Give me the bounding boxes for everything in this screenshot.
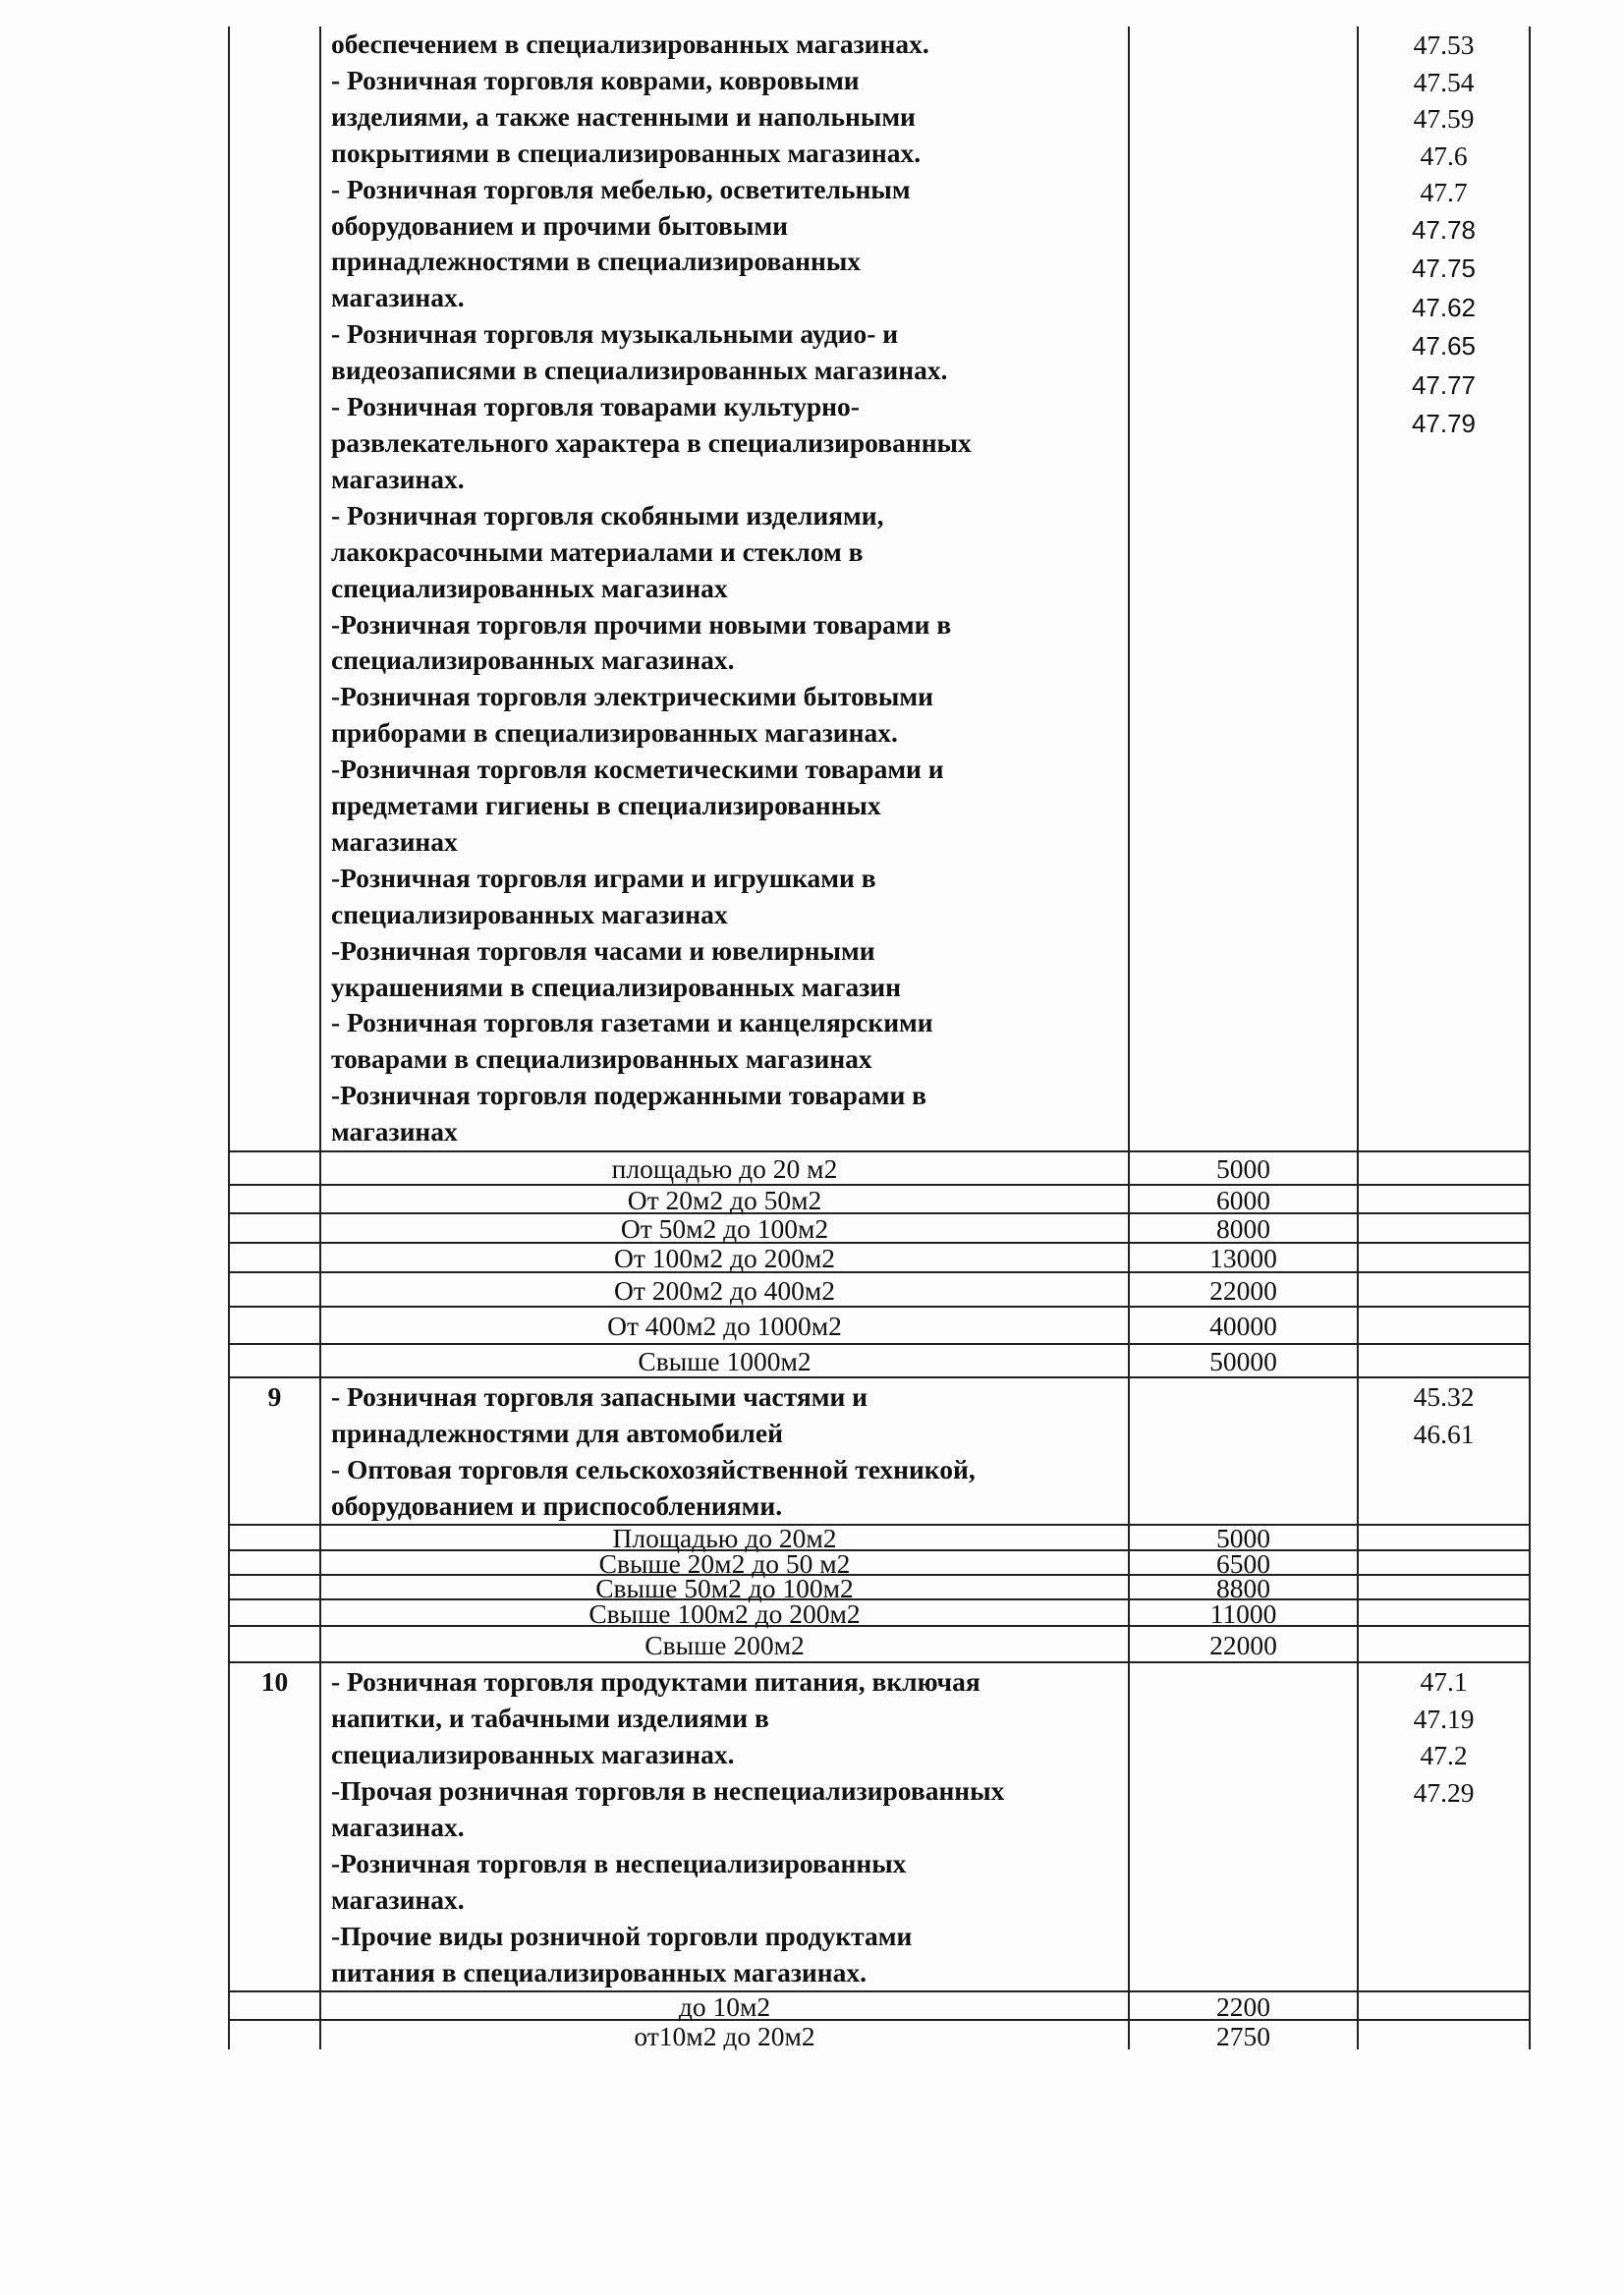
- area-range-cell: Свыше 1000м2: [320, 1344, 1129, 1377]
- row-number-cell: [229, 1185, 320, 1213]
- price-row: [229, 1599, 1530, 1626]
- price-cell: 8800: [1129, 1575, 1358, 1599]
- row-number-cell: [229, 1575, 320, 1599]
- activity-codes-cell: [1358, 1550, 1530, 1575]
- activity-description-line: магазинах: [331, 825, 458, 857]
- price-cell: 11000: [1129, 1599, 1358, 1626]
- activity-description-line: - Розничная торговля мебелью, осветительным: [331, 173, 911, 204]
- row-number-cell: [229, 1151, 320, 1185]
- activity-description-line: -Розничная торговля прочими новыми товарами в: [331, 608, 952, 640]
- row-number-cell: [229, 1599, 320, 1626]
- activity-code: 47.65: [1411, 331, 1477, 361]
- activity-codes-cell: [1358, 1662, 1530, 1991]
- activity-description-line: изделиями, а также настенными и напольными: [331, 100, 916, 132]
- price-row: [229, 1213, 1530, 1243]
- activity-code: 47.7: [1420, 177, 1468, 207]
- activity-code: 47.62: [1411, 292, 1477, 322]
- activity-code: 47.53: [1413, 29, 1475, 60]
- activity-description-line: принадлежностями в специализированных: [331, 246, 862, 277]
- activity-codes-cell: [1358, 1599, 1530, 1626]
- price-row: [229, 1550, 1530, 1575]
- activity-codes-cell: [1358, 1344, 1530, 1377]
- activity-description-line: оборудованием и приспособлениями.: [331, 1490, 783, 1522]
- tariff-table-body: [229, 27, 1530, 2052]
- area-range-cell: От 200м2 до 400м2: [320, 1272, 1129, 1307]
- activity-description-line: оборудованием и прочими бытовыми: [331, 209, 788, 241]
- row-number-cell: [229, 1307, 320, 1344]
- activity-codes-cell: [1358, 1213, 1530, 1243]
- activity-description-line: -Розничная торговля часами и ювелирными: [331, 934, 875, 966]
- activity-code: 47.6: [1420, 140, 1468, 171]
- activity-description-line: специализированных магазинах: [331, 898, 728, 929]
- row-number-cell: [229, 1991, 320, 2020]
- activity-codes-cell: [1358, 1243, 1530, 1272]
- activity-code: 47.54: [1413, 66, 1475, 97]
- activity-description-line: магазинах.: [331, 1884, 465, 1916]
- activity-code: 47.59: [1413, 103, 1475, 134]
- row-number-cell: [229, 1626, 320, 1662]
- area-range-cell: площадью до 20 м2: [320, 1151, 1129, 1185]
- activity-description-line: питания в специализированных магазинах.: [331, 1957, 867, 1988]
- price-cell: 5000: [1129, 1151, 1358, 1185]
- row-number-cell: [229, 1213, 320, 1243]
- price-row: [229, 1272, 1530, 1307]
- activity-description-line: магазинах.: [331, 463, 465, 494]
- activity-description-line: видеозаписями в специализированных магазинах.: [331, 355, 948, 386]
- row-number-cell: [229, 2020, 320, 2049]
- activity-description-line: магазинах.: [331, 1812, 465, 1843]
- activity-description-line: специализированных магазинах.: [331, 1739, 735, 1770]
- price-row: [229, 1151, 1530, 1185]
- activity-description-line: развлекательного характера в специализированных: [331, 426, 972, 458]
- row-number-cell: [229, 1272, 320, 1307]
- activity-description-line: магазинах.: [331, 282, 465, 313]
- activity-description-line: приборами в специализированных магазинах.: [331, 717, 898, 749]
- price-cell: [1129, 1662, 1358, 1991]
- price-cell: 22000: [1129, 1272, 1358, 1307]
- activity-description-line: - Розничная торговля продуктами питания, включая: [331, 1666, 980, 1698]
- price-row: [229, 1525, 1530, 1550]
- activity-description-line: товарами в специализированных магазинах: [331, 1043, 872, 1075]
- activity-description-line: -Розничная торговля косметическими товарами и: [331, 754, 944, 785]
- activity-code: 45.32: [1413, 1381, 1475, 1413]
- activity-group-row: [229, 27, 1530, 1151]
- row-number-cell: [229, 1243, 320, 1272]
- area-range-cell: От 20м2 до 50м2: [320, 1185, 1129, 1213]
- price-cell: 2200: [1129, 1991, 1358, 2020]
- activity-group-row: [229, 1662, 1530, 1991]
- row-number-cell: [229, 27, 320, 1151]
- activity-description-line: принадлежностями для автомобилей: [331, 1418, 783, 1449]
- price-cell: 40000: [1129, 1307, 1358, 1344]
- area-range-cell: Свыше 20м2 до 50 м2: [320, 1550, 1129, 1575]
- activity-code: 47.2: [1420, 1740, 1468, 1771]
- activity-codes-cell: [1358, 1575, 1530, 1599]
- price-cell: 6500: [1129, 1550, 1358, 1575]
- area-range-cell: От 100м2 до 200м2: [320, 1243, 1129, 1272]
- activity-codes-cell: [1358, 27, 1530, 1151]
- activity-codes-cell: [1358, 1272, 1530, 1307]
- activity-codes-cell: [1358, 1991, 1530, 2020]
- activity-description-line: предметами гигиены в специализированных: [331, 790, 881, 821]
- price-row: [229, 1307, 1530, 1344]
- row-number-cell: [229, 1344, 320, 1377]
- activity-description-line: украшениями в специализированных магазин: [331, 971, 901, 1002]
- row-number-cell: 10: [229, 1662, 320, 1991]
- activity-description-line: - Розничная торговля запасными частями и: [331, 1381, 868, 1413]
- activity-description-line: напитки, и табачными изделиями в: [331, 1703, 769, 1734]
- tariff-table: [228, 27, 1531, 2052]
- area-range-cell: Свыше 100м2 до 200м2: [320, 1599, 1129, 1626]
- activity-codes-cell: [1358, 1185, 1530, 1213]
- activity-description-line: -Розничная торговля в неспециализированных: [331, 1848, 907, 1879]
- activity-description-line: -Розничная торговля электрическими бытовыми: [331, 681, 933, 712]
- area-range-cell: Свыше 200м2: [320, 1626, 1129, 1662]
- activity-codes-cell: [1358, 1151, 1530, 1185]
- activity-codes-cell: [1358, 1307, 1530, 1344]
- activity-code: 47.78: [1411, 214, 1477, 245]
- activity-codes-cell: [1358, 1377, 1530, 1525]
- area-range-cell: Свыше 50м2 до 100м2: [320, 1575, 1129, 1599]
- activity-codes-cell: [1358, 1626, 1530, 1662]
- row-number-cell: [229, 1550, 320, 1575]
- activity-description-line: лакокрасочными материалами и стеклом в: [331, 535, 864, 567]
- activity-description-line: -Прочая розничная торговля в неспециализированных: [331, 1775, 1005, 1807]
- price-cell: [1129, 1377, 1358, 1525]
- price-row: [229, 1626, 1530, 1662]
- activity-description-line: - Розничная торговля коврами, ковровыми: [331, 64, 860, 95]
- activity-description-cell: [320, 27, 1129, 1151]
- activity-group-row: [229, 1377, 1530, 1525]
- activity-description-cell: [320, 1377, 1129, 1525]
- activity-description-cell: [320, 1662, 1129, 1991]
- activity-description-line: - Оптовая торговля сельскохозяйственной техникой,: [331, 1454, 976, 1485]
- price-row: [229, 2020, 1530, 2049]
- price-row: [229, 1991, 1530, 2020]
- price-row: [229, 1575, 1530, 1599]
- activity-code: 47.19: [1413, 1703, 1475, 1734]
- activity-description-line: покрытиями в специализированных магазинах.: [331, 137, 922, 168]
- activity-description-line: - Розничная торговля товарами культурно-: [331, 391, 860, 422]
- area-range-cell: От 400м2 до 1000м2: [320, 1307, 1129, 1344]
- price-cell: 6000: [1129, 1185, 1358, 1213]
- activity-code: 47.1: [1420, 1666, 1468, 1698]
- row-number-cell: 9: [229, 1377, 320, 1525]
- price-cell: 5000: [1129, 1525, 1358, 1550]
- activity-code: 47.79: [1411, 409, 1477, 438]
- price-row: [229, 1185, 1530, 1213]
- activity-code: 47.29: [1413, 1776, 1475, 1808]
- activity-description-line: - Розничная торговля скобяными изделиями,: [331, 499, 884, 531]
- activity-description-line: - Розничная торговля газетами и канцелярскими: [331, 1007, 933, 1038]
- activity-description-line: -Розничная торговля играми и игрушками в: [331, 862, 876, 893]
- area-range-cell: от10м2 до 20м2: [320, 2020, 1129, 2049]
- activity-code: 46.61: [1413, 1418, 1475, 1449]
- price-cell: 2750: [1129, 2020, 1358, 2049]
- activity-description-line: магазинах: [331, 1116, 458, 1148]
- activity-code: 47.77: [1411, 369, 1477, 400]
- area-range-cell: Площадью до 20м2: [320, 1525, 1129, 1550]
- row-number-cell: [229, 1525, 320, 1550]
- area-range-cell: От 50м2 до 100м2: [320, 1213, 1129, 1243]
- activity-description-line: - Розничная торговля музыкальными аудио- и: [331, 318, 899, 350]
- activity-codes-cell: [1358, 2020, 1530, 2049]
- price-row: [229, 1344, 1530, 1377]
- activity-description-line: специализированных магазинах.: [331, 644, 735, 676]
- activity-code: 47.75: [1411, 253, 1477, 283]
- price-row: [229, 1243, 1530, 1272]
- activity-description-line: специализированных магазинах: [331, 572, 728, 603]
- price-cell: 8000: [1129, 1213, 1358, 1243]
- price-cell: 22000: [1129, 1626, 1358, 1662]
- activity-codes-cell: [1358, 1525, 1530, 1550]
- area-range-cell: до 10м2: [320, 1991, 1129, 2020]
- activity-description-line: -Розничная торговля подержанными товарами в: [331, 1080, 927, 1111]
- activity-description-line: обеспечением в специализированных магазинах.: [331, 28, 929, 59]
- price-cell: 13000: [1129, 1243, 1358, 1272]
- price-cell: 50000: [1129, 1344, 1358, 1377]
- price-cell: [1129, 27, 1358, 1151]
- activity-description-line: -Прочие виды розничной торговли продуктами: [331, 1921, 913, 1952]
